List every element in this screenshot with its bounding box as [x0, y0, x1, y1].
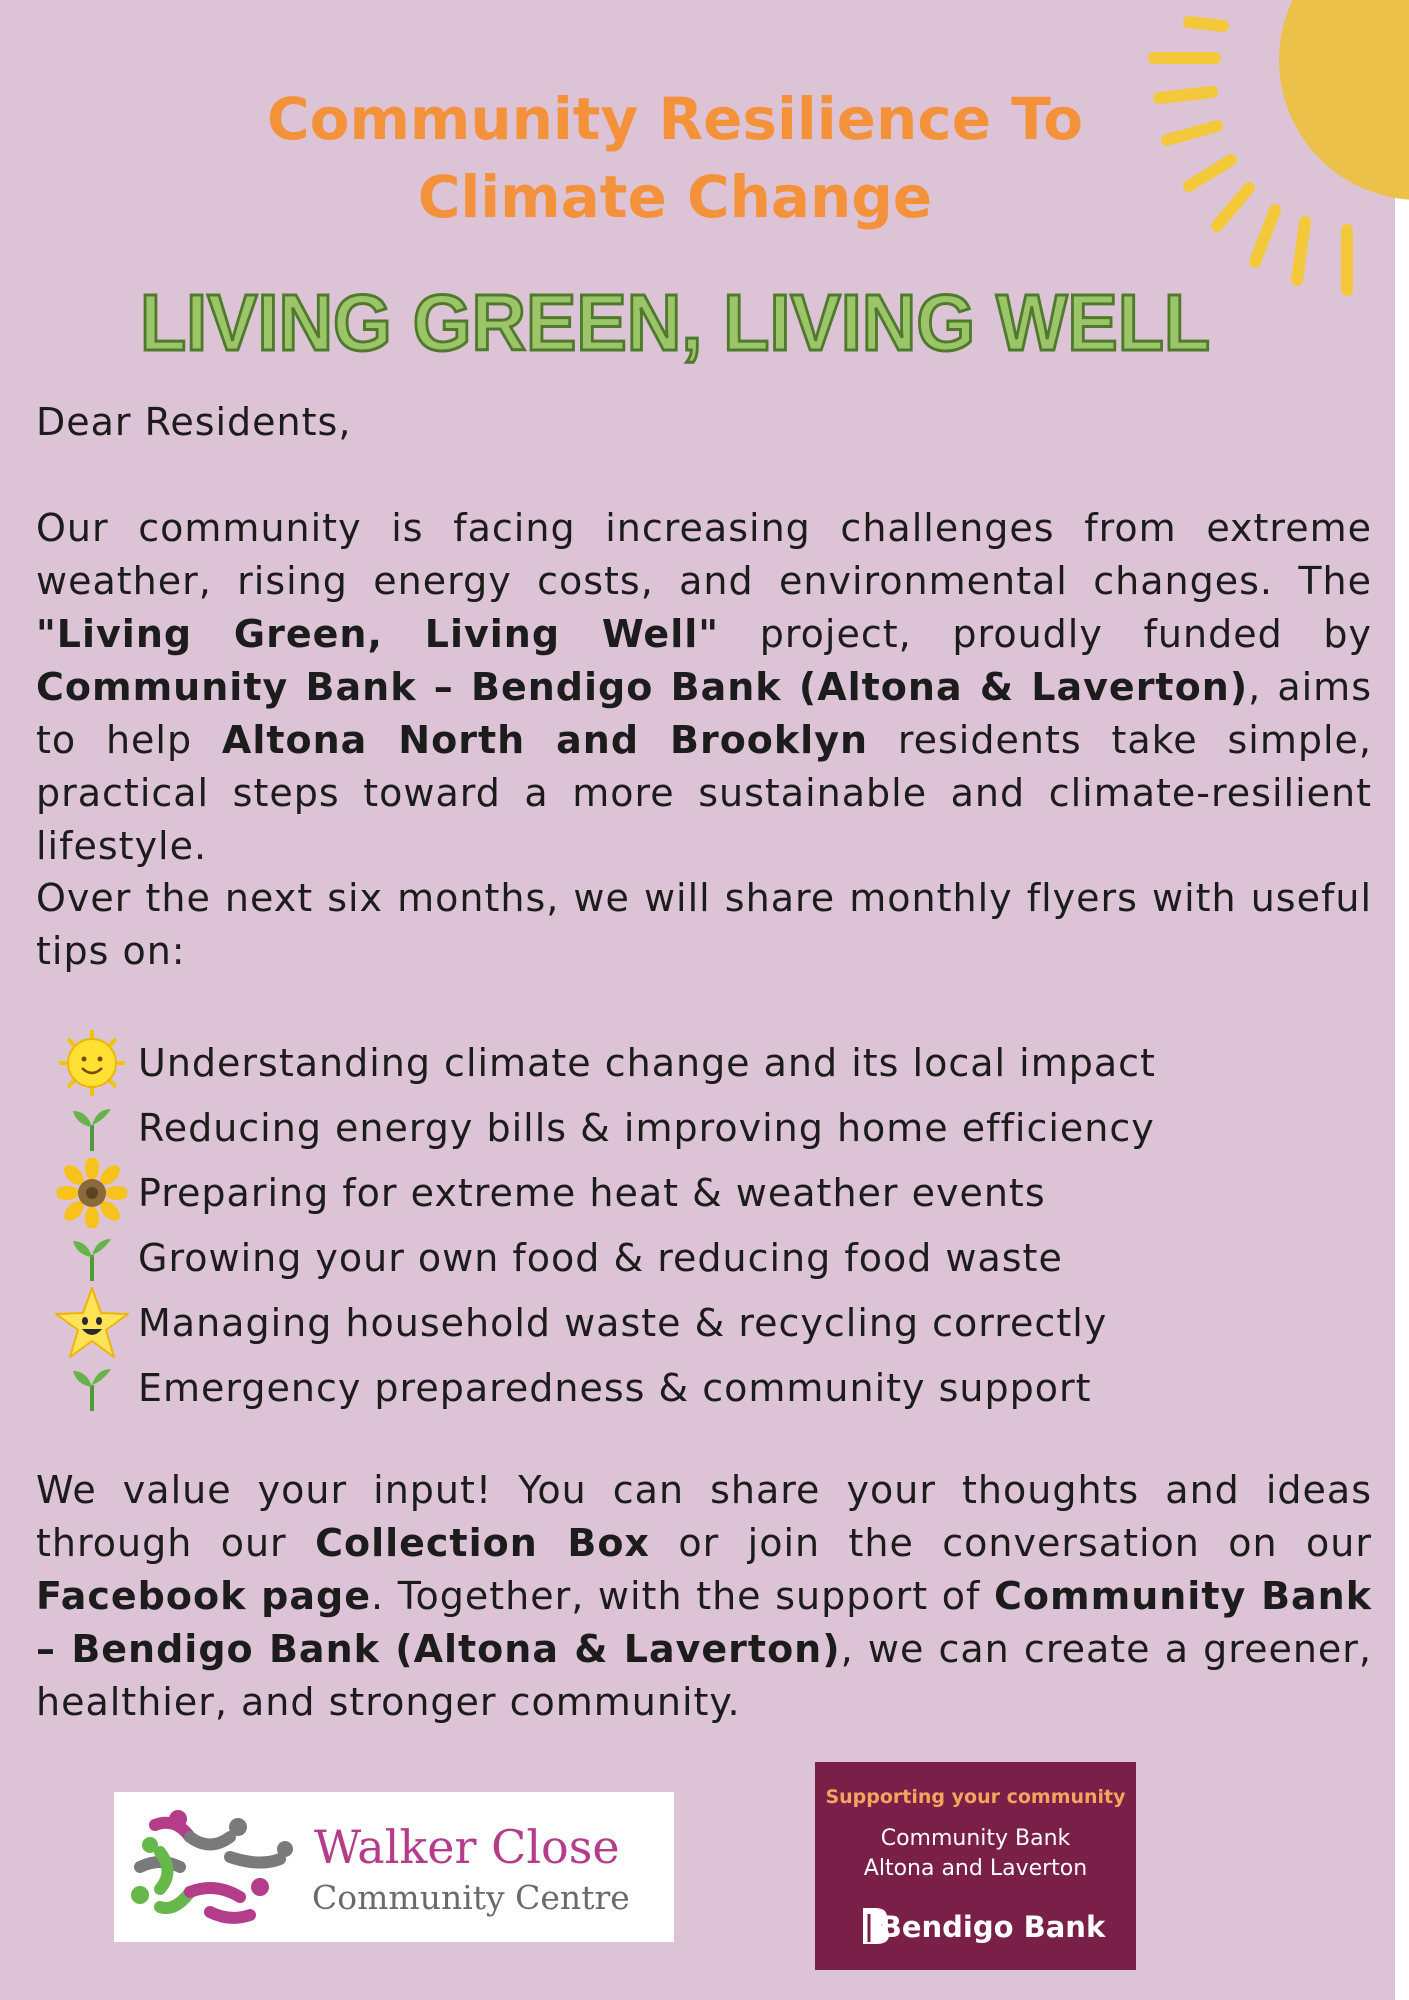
intro-text-1: Our community is facing increasing challenges from extreme weather, rising energy costs, and environmental changes. The [36, 506, 1372, 603]
bendigo-bank-logo [815, 1762, 1136, 1970]
list-item [52, 1225, 1352, 1290]
project-name: "Living Green, Living Well" [36, 612, 720, 656]
walker-logo-name: Walker Close [314, 1820, 620, 1874]
walker-logo-subname: Community Centre [312, 1878, 630, 1917]
bank-brand: Bendigo Bank [879, 1910, 1106, 1944]
tip-text: Emergency preparedness & community support [138, 1365, 1092, 1410]
bank-tagline: Supporting your community [825, 1786, 1126, 1808]
list-item [52, 1160, 1352, 1225]
bank-branch [815, 1824, 1136, 1884]
intro-text-2: project, proudly funded by [719, 612, 1372, 656]
list-item [52, 1030, 1352, 1095]
title-line-1: Community Resilience To [267, 85, 1083, 153]
facebook-page: Facebook page [36, 1574, 371, 1618]
intro-text-3: , aims to help [36, 665, 1372, 762]
tip-text: Growing your own food & reducing food waste [138, 1235, 1063, 1280]
area-name: Altona North and Brooklyn [221, 718, 869, 762]
list-item [52, 1355, 1352, 1420]
bank-branch-line-2: Altona and Laverton [863, 1856, 1088, 1881]
list-item [52, 1095, 1352, 1160]
intro-paragraph [36, 502, 1372, 873]
closing-text-1: We value your input! You can share your thoughts and ideas through our [36, 1468, 1372, 1565]
closing-text-3: . Together, with the support of [370, 1574, 995, 1618]
tip-text: Understanding climate change and its local impact [138, 1040, 1156, 1085]
greeting: Dear Residents, [36, 400, 352, 444]
list-item [52, 1290, 1352, 1355]
seedling-icon [52, 1353, 132, 1423]
bank-branch-line-1: Community Bank [880, 1826, 1071, 1851]
people-figures-icon [120, 1797, 310, 1937]
seedling-icon [52, 1093, 132, 1163]
project-subtitle-text: LIVING GREEN, LIVING WELL [140, 278, 1210, 367]
sunflower-icon [52, 1158, 132, 1228]
closing-text-2: or join the conversation on our [649, 1521, 1372, 1565]
smiling-sun-icon [52, 1028, 132, 1098]
seedling-icon [52, 1223, 132, 1293]
schedule-paragraph: Over the next six months, we will share monthly flyers with useful tips on: [36, 876, 1372, 973]
title-line-2: Climate Change [417, 163, 933, 231]
walker-close-logo [114, 1792, 674, 1942]
tip-text: Preparing for extreme heat & weather events [138, 1170, 1046, 1215]
tip-text: Reducing energy bills & improving home efficiency [138, 1105, 1155, 1150]
intro-text-4: residents take simple, practical steps toward a more sustainable and climate-resilient lifestyle. [36, 718, 1373, 868]
smiling-star-icon [52, 1288, 132, 1358]
funder-name: Community Bank – Bendigo Bank (Altona & Laverton) [36, 665, 1249, 709]
closing-paragraph [36, 1464, 1372, 1729]
tips-list [52, 1030, 1352, 1420]
collection-box: Collection Box [315, 1521, 650, 1565]
closing-text-4: , we can create a greener, healthier, and stronger community. [36, 1627, 1373, 1724]
tip-text: Managing household waste & recycling correctly [138, 1300, 1108, 1345]
project-subtitle [100, 262, 1250, 372]
funder-name: Community Bank – Bendigo Bank (Altona & Laverton) [36, 1574, 1372, 1671]
page-title [120, 80, 1230, 236]
